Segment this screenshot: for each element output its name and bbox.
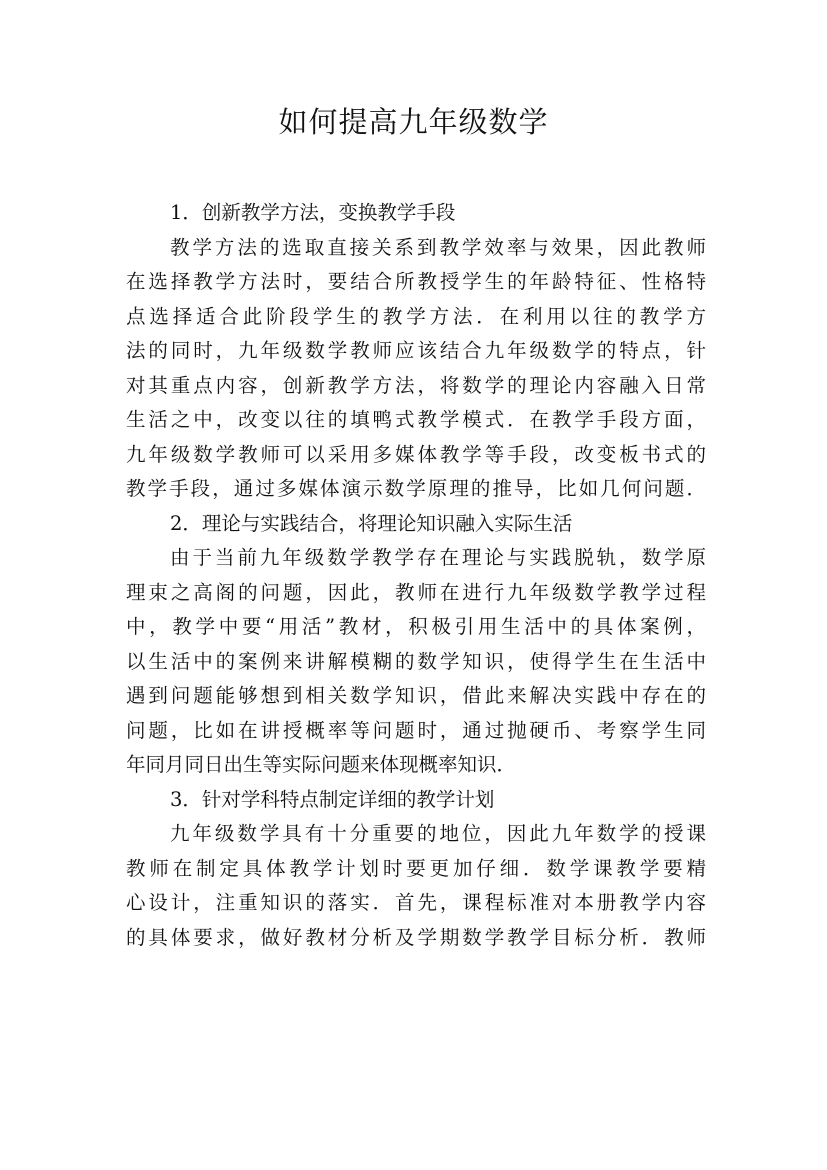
paragraph-line: 教师在制定具体教学计划时要更加仔细．数学课教学要精: [126, 856, 706, 880]
paragraph-line: 问题，比如在讲授概率等问题时，通过抛硬币、考察学生同: [126, 718, 706, 742]
document-body: [126, 196, 706, 955]
paragraph-line: 中，教学中要“用活”教材，积极引用生活中的具体案例，: [126, 615, 706, 638]
paragraph-line: 九年级数学教师可以采用多媒体教学等手段，改变板书式的: [126, 442, 706, 466]
document-title: 如何提高九年级数学: [278, 105, 549, 139]
paragraph-line: 遇到问题能够想到相关数学知识，借此来解决实践中存在的: [126, 684, 706, 707]
paragraph-first-line: 由于当前九年级数学教学存在理论与实践脱轨，数学原: [170, 546, 706, 569]
paragraph-line: 年同月同日出生等实际问题来体现概率知识．: [126, 753, 517, 776]
paragraph-first-line: 3．针对学科特点制定详细的教学计划: [170, 787, 495, 811]
paragraph-line: 点选择适合此阶段学生的教学方法．在利用以往的教学方: [126, 304, 706, 328]
paragraph-line: 对其重点内容，创新教学方法，将数学的理论内容融入日常: [126, 373, 706, 397]
paragraph-line: 生活之中，改变以往的填鸭式教学模式．在教学手段方面，: [126, 408, 706, 431]
paragraph-first-line: 教学方法的选取直接关系到教学效率与效果，因此教师: [170, 235, 706, 259]
paragraph-line: 法的同时，九年级数学教师应该结合九年级数学的特点，针: [126, 339, 706, 362]
paragraph-line: 教学手段，通过多媒体演示数学原理的推导，比如几何问题．: [126, 477, 706, 500]
paragraph-line: 理束之高阁的问题，因此，教师在进行九年级数学教学过程: [126, 580, 706, 604]
paragraph-first-line: 1．创新教学方法，变换教学手段: [170, 201, 456, 224]
paragraph-line: 的具体要求，做好教材分析及学期数学教学目标分析．教师: [126, 925, 706, 949]
paragraph-first-line: 2．理论与实践结合，将理论知识融入实际生活: [170, 511, 573, 535]
paragraph-line: 在选择教学方法时，要结合所教授学生的年龄特征、性格特: [126, 270, 706, 293]
paragraph-line: 心设计，注重知识的落实．首先，课程标准对本册教学内容: [126, 891, 706, 914]
paragraph-line: 以生活中的案例来讲解模糊的数学知识，使得学生在生活中: [126, 649, 706, 673]
paragraph-first-line: 九年级数学具有十分重要的地位，因此九年数学的授课: [170, 822, 706, 845]
